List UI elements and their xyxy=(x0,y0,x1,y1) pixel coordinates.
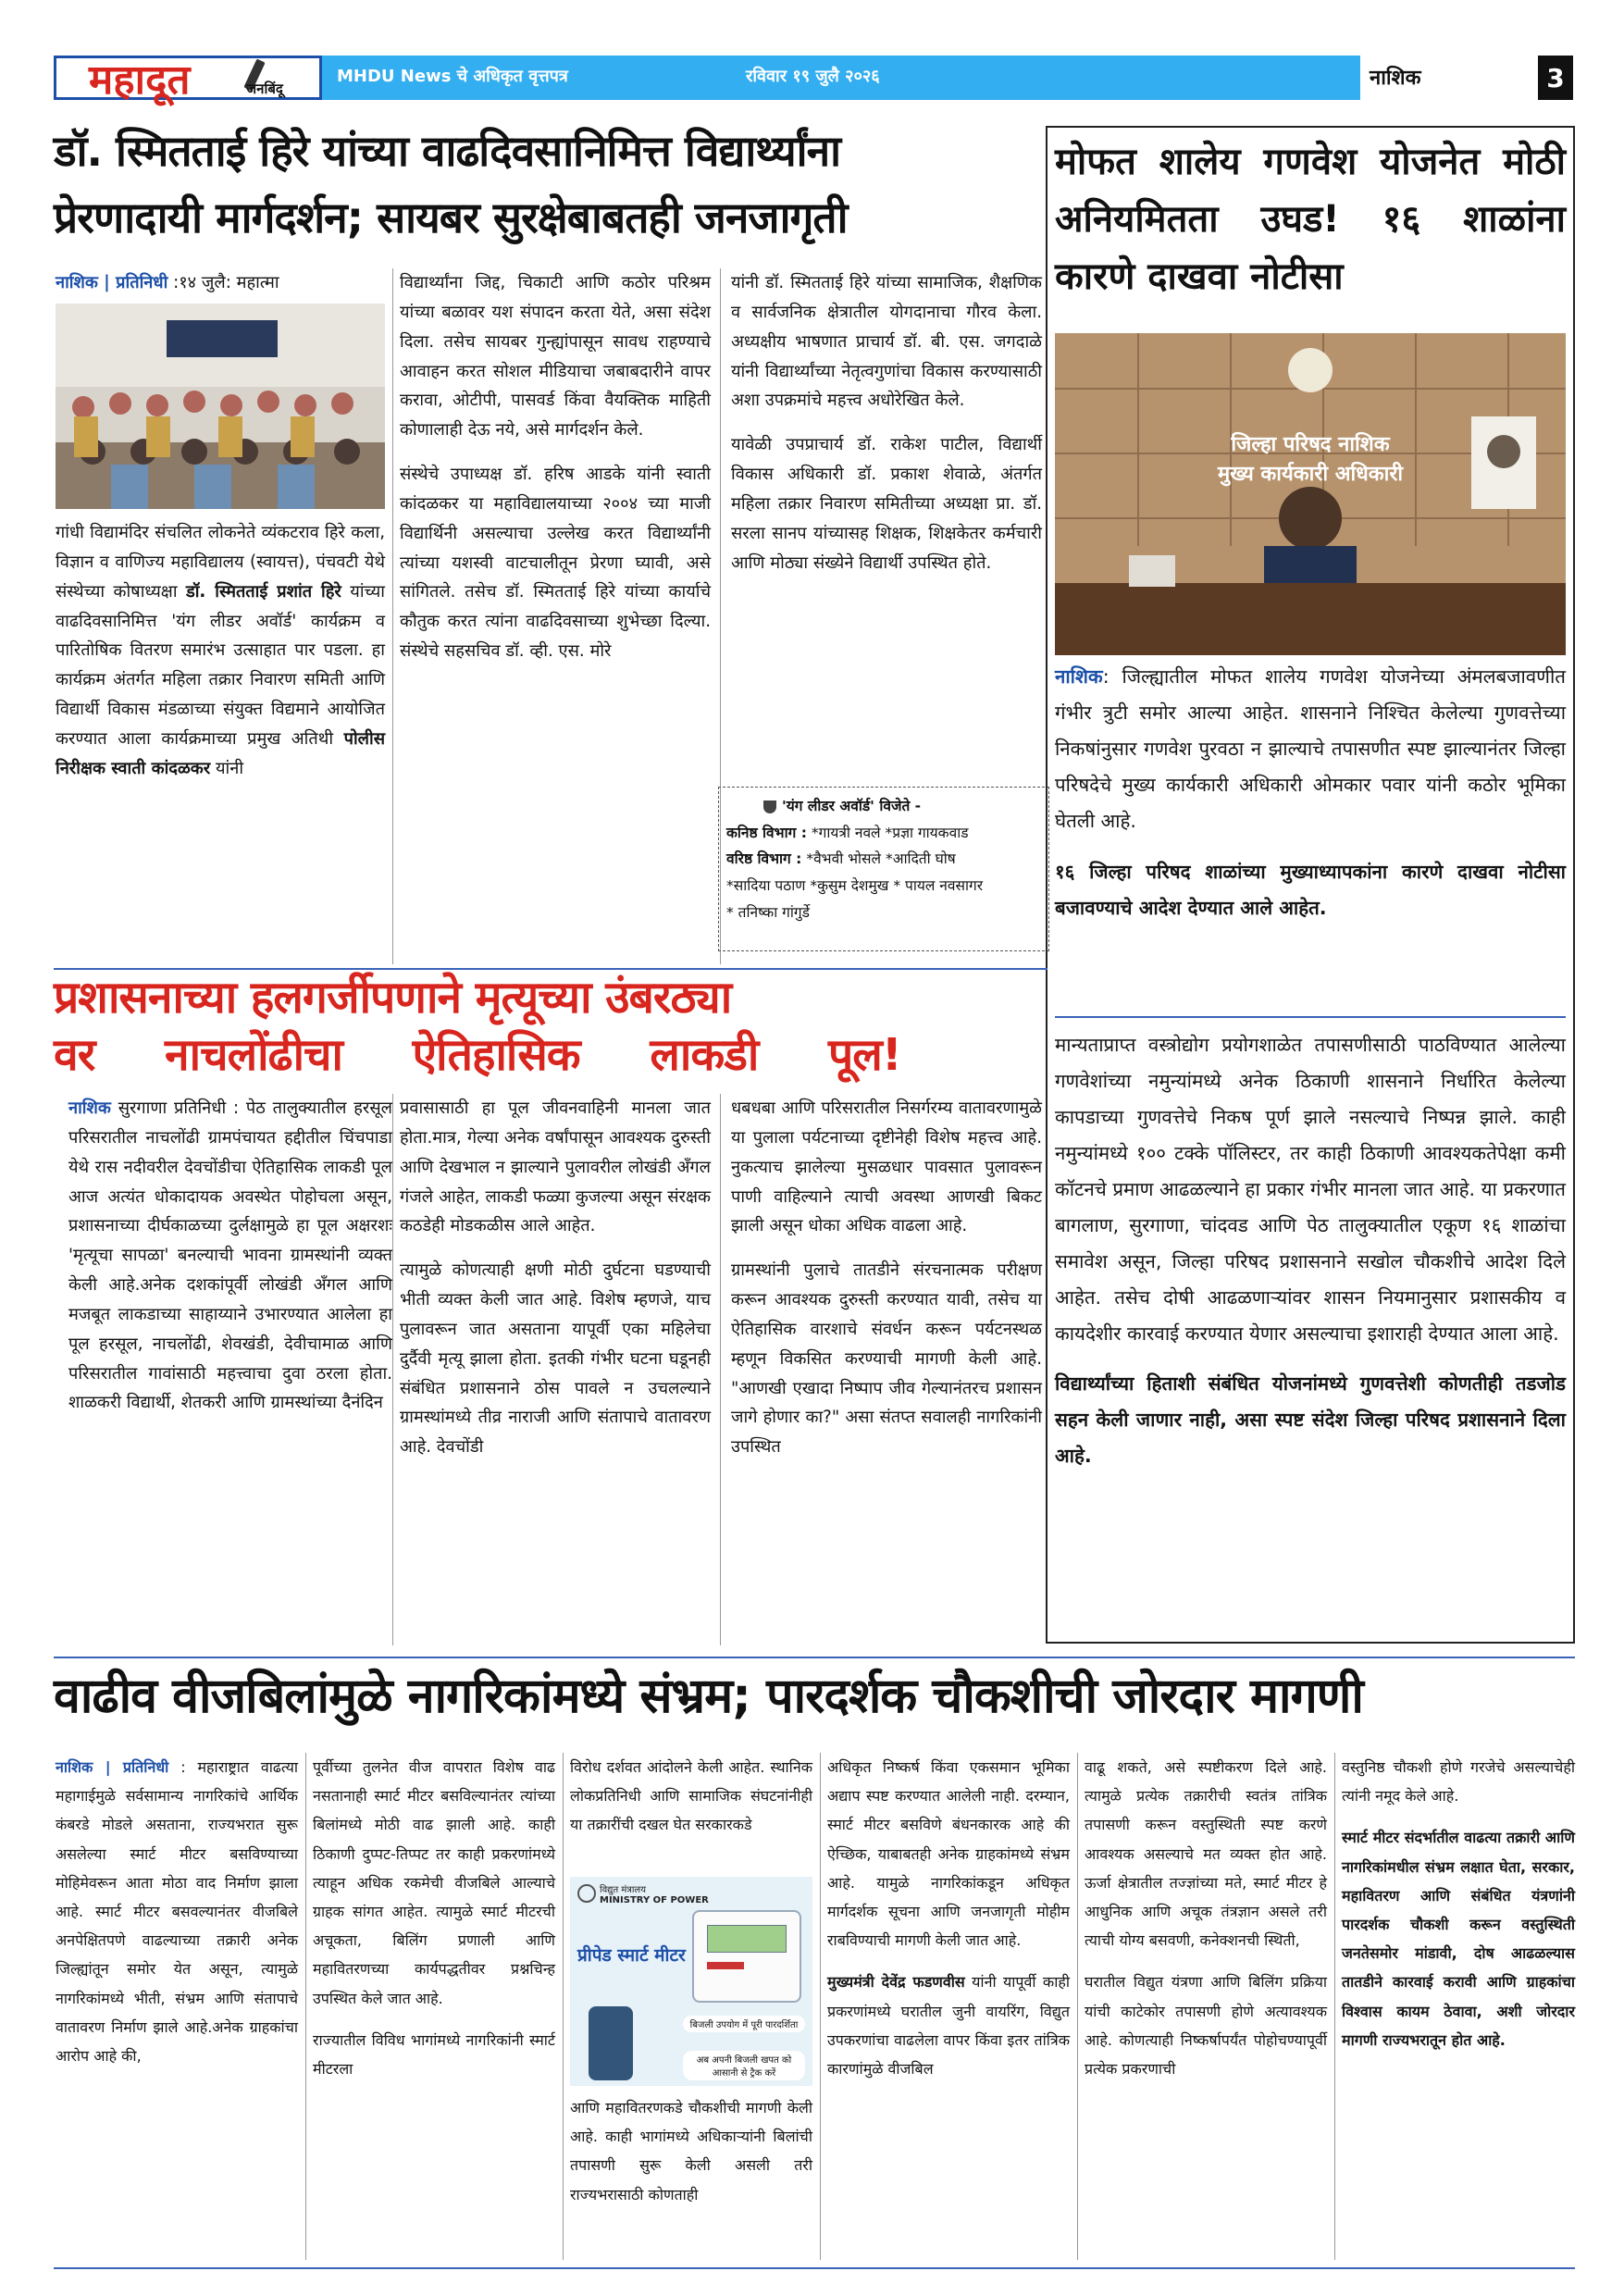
article1-col3 xyxy=(731,268,1042,577)
blue-rule xyxy=(1055,1016,1566,1018)
article3-col2 xyxy=(400,1094,711,1462)
blue-rule xyxy=(54,968,1048,970)
article2-para1: नाशिक: जिल्ह्यातील मोफत शालेय गणवेश योजनेच्या अंमलबजावणीत गंभीर त्रुटी समोर आल्या आहेत. शासनाने निश्चित केलेल्या गुणवत्तेच्या निकषांनुसार गणवेश पुरवठा न झाल्याचे तपासणीत स्पष्ट झाल्यानंतर जिल्हा परिषदेचे मुख्य कार्यकारी अधिकारी ओमकार पवार यांनी कठोर भूमिका घेतली आहे. xyxy=(1055,665,1566,832)
article4-col4-para1: अधिकृत निष्कर्ष किंवा एकसमान भूमिका अद्याप स्पष्ट करण्यात आलेली नाही. दरम्यान, स्मार्ट मीटर बसविणे बंधनकारक आहे की ऐच्छिक, याबाबतही अनेक ग्राहकांमध्ये संभ्रम आहे. यामुळे नागरिकांकडून अधिकृत मार्गदर्शक सूचना आणि जनजागृती मोहीम राबविण्याची मागणी केली जात आहे. xyxy=(827,1758,1070,1950)
article4-col1: नाशिक | प्रतिनिधी : महाराष्ट्रात वाढत्या महागाईमुळे सर्वसामान्य नागरिकांचे आर्थिक कंबरडे मोडले असताना, राज्यभरात सुरू असलेल्या स्मार्ट मीटर बसविण्याच्या मोहिमेवरून आता मोठा वाद निर्माण झाला आहे. स्मार्ट मीटर बसवल्यानंतर वीजबिले अनपेक्षितपणे वाढल्याच्या तक्रारी अनेक जिल्ह्यांतून समोर येत असून, त्यामुळे नागरिकांमध्ये भीती, संभ्रम आणि संतापाचे वातावरण निर्माण झाले आहे.अनेक ग्राहकांचा आरोप आहे की, xyxy=(56,1758,298,2065)
article3-col3-para1: धबधबा आणि परिसरातील निसर्गरम्य वातावरणामुळे या पुलाला पर्यटनाच्या दृष्टीनेही विशेष महत्त्व आहे. नुकत्याच झालेल्या मुसळधार पावसात पुलावरून पाणी वाहिल्याने त्याची अवस्था आणखी बिकट झाली असून धोका अधिक वाढला आहे. xyxy=(731,1098,1042,1236)
dateline: नाशिक | प्रतिनिधी xyxy=(56,1758,169,1776)
ad-ministry-hi: विद्युत मंत्रालय xyxy=(600,1885,646,1895)
column-divider xyxy=(392,268,393,964)
dateline: नाशिक xyxy=(1055,665,1103,688)
footer-rule xyxy=(54,2267,1575,2269)
article4-headline: वाढीव वीजबिलांमुळे नागरिकांमध्ये संभ्रम; पारदर्शक चौकशीची जोरदार मागणी xyxy=(54,1669,1363,1724)
photo-caption-1: जिल्हा परिषद नाशिक xyxy=(1231,433,1390,456)
article3-col2-para2: त्यामुळे कोणत्याही क्षणी मोठी दुर्घटना घडण्याची भीती व्यक्त केली जात आहे. विशेष म्हणजे, याच पुलावरून जात असताना यापूर्वी एका महिलेचा दुर्दैवी मृत्यू झाला होता. इतकी गंभीर घटना घडूनही संबंधित प्रशासनाने ठोस पावले न उचलल्याने ग्रामस्थांमध्ये तीव्र नाराजी आणि संतापाचे वातावरण आहे. देवचोंडी xyxy=(400,1260,711,1458)
article4-col3-para1: विरोध दर्शवत आंदोलने केली आहेत. स्थानिक लोकप्रतिनिधी आणि सामाजिक संघटनांनीही या तक्रारींची दखल घेत सरकारकडे xyxy=(570,1758,812,1834)
article1-col1-bold2: पोलीस निरीक्षक स्वाती कांदळकर xyxy=(56,728,385,778)
article4-col6-para1: वस्तुनिष्ठ चौकशी होणे गरजेचे असल्याचेही त्यांनी नमूद केले आहे. xyxy=(1342,1758,1575,1806)
article2-headline: मोफत शालेय गणवेश योजनेत मोठी अनियमितता उघड! १६ शाळांना कारणे दाखवा नोटीसा xyxy=(1055,141,1566,298)
article4-col3-b xyxy=(570,2093,812,2209)
article1-headline-line1: डॉ. स्मितताई हिरे यांच्या वाढदिवसानिमित्त विद्यार्थ्यांना xyxy=(54,126,841,176)
article4-col4-para2: मुख्यमंत्री देवेंद्र फडणवीस यांनी यापूर्वी काही प्रकरणांमध्ये घरातील जुनी वायरिंग, विद्युत उपकरणांचा वाढलेला वापर किंवा इतर तांत्रिक कारणांमुळे वीजबिल xyxy=(827,1973,1071,2078)
article1-headline-line2: प्रेरणादायी मार्गदर्शन; सायबर सुरक्षेबाबतही जनजागृती xyxy=(54,192,848,242)
article1-col2-para1: विद्यार्थ्यांना जिद्द, चिकाटी आणि कठोर परिश्रम यांच्या बळावर यश संपादन करता येते, असा संदेश दिला. तसेच सायबर गुन्ह्यांपासून सावध राहण्याचे आवाहन करत सोशल मीडियाचा जबाबदारीने वापर करावा, ओटीपी, पासवर्ड किंवा वैयक्तिक माहिती कोणालाही देऊ नये, असे मार्गदर्शन केले. xyxy=(400,273,711,441)
column-divider xyxy=(563,1753,564,2260)
photo-caption-2: मुख्य कार्यकारी अधिकारी xyxy=(1217,463,1404,486)
article1-col1-body3: यांनी xyxy=(215,758,244,778)
article4-col4 xyxy=(827,1753,1070,2083)
phone-icon xyxy=(589,2006,633,2080)
date: रविवार १९ जुलै २०२६ xyxy=(746,67,880,86)
city: नाशिक xyxy=(1370,67,1421,90)
tagline: MHDU News चे अधिकृत वृत्तपत्र xyxy=(337,67,568,86)
ministry-logo-icon xyxy=(577,1884,596,1903)
article1-col1 xyxy=(56,518,385,784)
article3-headline-line2: वर नाचलोंढीचा ऐतिहासिक लाकडी पूल! xyxy=(54,1029,901,1081)
article3-col3 xyxy=(731,1094,1042,1462)
official-photo-image xyxy=(1055,333,1566,655)
article1-dateline xyxy=(56,268,370,298)
article2-photo xyxy=(1055,333,1566,655)
ad-ministry: MINISTRY OF POWER xyxy=(600,1895,709,1905)
article1-col3-para1: यांनी डॉ. स्मितताई हिरे यांच्या सामाजिक, शैक्षणिक व सार्वजनिक क्षेत्रातील योगदानाचा गौरव केला. अध्यक्षीय भाषणात प्राचार्य डॉ. बी. एस. जगदाळे यांनी विद्यार्थ्यांच्या नेतृत्वगुणांचा विकास करण्यासाठी अशा उपक्रमांचे महत्त्व अधोरेखित केले. xyxy=(731,273,1042,411)
article1-col1-body: गांधी विद्यामंदिर संचलित लोकनेते व्यंकटराव हिरे कला, विज्ञान व वाणिज्य महाविद्यालय (स्वायत्त), पंचवटी येथे संस्थेच्या कोषाध्यक्षा xyxy=(56,523,385,602)
article4-col5 xyxy=(1085,1753,1327,2083)
article1-col1-bold1: डॉ. स्मितताई प्रशांत हिरे xyxy=(185,581,341,602)
ad-title: प्रीपेड स्मार्ट मीटर xyxy=(577,1945,686,1966)
article3-col3-para2: ग्रामस्थांनी पुलाचे तातडीने संरचनात्मक परीक्षण करून आवश्यक दुरुस्ती करण्यात यावी, तसेच या ऐतिहासिक वारशाचे संवर्धन करून पर्यटनस्थळ म्हणून विकसित करण्याची मागणी केली आहे. "आणखी एखादा निष्पाप जीव गेल्यानंतरच प्रशासन जागे होणार का?" असा संतप्त सवालही नागरिकांनी उपस्थित xyxy=(731,1260,1042,1458)
article4-col2 xyxy=(313,1753,555,2083)
page-number: 3 xyxy=(1538,56,1573,100)
smart-meter-ad xyxy=(570,1877,812,2086)
article3-col1: नाशिक सुरगाणा प्रतिनिधी : पेठ तालुक्यातील हरसूल परिसरातील नाचलोंढी ग्रामपंचायत हद्दीतील चिंचपाडा येथे रास नदीवरील देवचोंडीचा ऐतिहासिक लाकडी पूल आज अत्यंत धोकादायक अवस्थेत पोहोचला असून, प्रशासनाच्या दीर्घकाळच्या दुर्लक्षामुळे हा पूल अक्षरशः 'मृत्यूचा सापळा' बनल्याची भावना ग्रामस्थांनी व्यक्त केली आहे.अनेक दशकांपूर्वी लोखंडी अँगल आणि मजबूत लाकडाच्या साहाय्याने उभारण्यात आलेला हा पूल हरसूल, नाचलोंढी, शेवखंडी, देवीचामाळ आणि परिसरातील गावांसाठी महत्त्वाचा दुवा ठरला होता. शाळकरी विद्यार्थी, शेतकरी आणि ग्रामस्थांच्या दैनंदिन xyxy=(68,1098,392,1413)
column-divider xyxy=(392,1094,393,1645)
article1-col2 xyxy=(400,268,711,666)
winners-title: 'यंग लीडर अवॉर्ड' विजेते - xyxy=(726,793,1041,820)
article4-col6 xyxy=(1342,1753,1575,2054)
winners-box xyxy=(718,787,1049,951)
article2-body-2 xyxy=(1055,1027,1566,1474)
article4-col5-para1: वाढू शकते, असे स्पष्टीकरण दिले आहे. त्यामुळे प्रत्येक तक्रारीची स्वतंत्र तांत्रिक तपासणी करून वस्तुस्थिती स्पष्ट करणे आवश्यक असल्याचे मत व्यक्त होत आहे. ऊर्जा क्षेत्रातील तज्ज्ञांच्या मते, स्मार्ट मीटर हे आधुनिक आणि अचूक तंत्रज्ञान असले तरी त्याची योग्य बसवणी, कनेक्शनची स्थिती, xyxy=(1085,1758,1327,1950)
winners-senior-3: * तनिष्का गांगुर्डे xyxy=(726,903,810,921)
column-divider xyxy=(305,1753,306,2260)
dateline: नाशिक | प्रतिनिधी xyxy=(56,273,168,292)
article1-photo xyxy=(56,304,385,509)
winners-senior: वरिष्ठ विभाग : *वैभवी भोसले *आदिती घोष xyxy=(726,850,956,868)
article4-col5-para2: घरातील विद्युत यंत्रणा आणि बिलिंग प्रक्रिया यांची काटेकोर तपासणी होणे अत्यावश्यक आहे. कोणत्याही निष्कर्षापर्यंत पोहोचण्यापूर्वी प्रत्येक प्रकरणाची xyxy=(1085,1973,1327,2078)
winners-senior-2: *सादिया पठाण *कुसुम देशमुख * पायल नवसागर xyxy=(726,877,984,895)
article1-col1-top: :१४ जुलै: महात्मा xyxy=(173,273,279,292)
logo-sub: जनबिंदू xyxy=(246,81,283,97)
meter-device-icon xyxy=(692,1910,801,2003)
article2-para2: मान्यताप्राप्त वस्त्रोद्योग प्रयोगशाळेत तपासणीसाठी पाठविण्यात आलेल्या गणवेशांच्या नमुन्यांमध्ये अनेक ठिकाणी शासनाने निर्धारित केलेल्या कापडाच्या गुणवत्तेचे निकष पूर्ण झाले नसल्याचे निष्पन्न झाले. काही नमुन्यांमध्ये १०० टक्के पॉलिस्टर, तर काही ठिकाणी आवश्यकतेपेक्षा कमी कॉटनचे प्रमाण आढळल्याने हा प्रकार गंभीर मानला जात आहे. या प्रकरणात बागलाण, सुरगाणा, चांदवड आणि पेठ तालुक्यातील एकूण १६ शाळांचा समावेश असून, जिल्हा परिषद प्रशासनाने सखोल चौकशीचे आदेश दिले आहेत. तसेच दोषी आढळणाऱ्यांवर शासन नियमानुसार प्रशासकीय व कायदेशीर कारवाई करण्यात येणार असल्याचा इशाराही देण्यात आला आहे. xyxy=(1055,1034,1566,1345)
article4-col3-para2: आणि महावितरणकडे चौकशीची मागणी केली आहे. काही भागांमध्ये अधिकाऱ्यांनी बिलांची तपासणी सुरू केली असली तरी राज्यभरासाठी कोणताही xyxy=(570,2099,812,2203)
article1-col2-para2: संस्थेचे उपाध्यक्ष डॉ. हरिष आडके यांनी स्वाती कांदळकर या महाविद्यालयाच्या २००४ च्या माजी विद्यार्थिनी असल्याचा उल्लेख करत विद्यार्थ्यांनी त्यांच्या यशस्वी वाटचालीतून प्रेरणा घ्यावी, असे सांगितले. तसेच डॉ. स्मितताई हिरे यांच्या कार्याचे कौतुक करत त्यांना वाढदिवसाच्या शुभेच्छा दिल्या. संस्थेचे सहसचिव डॉ. व्ही. एस. मोरे xyxy=(400,465,711,662)
article4-col2-para2: राज्यातील विविध भागांमध्ये नागरिकांनी स्मार्ट मीटरला xyxy=(313,2030,555,2078)
article2-bold2: विद्यार्थ्यांच्या हिताशी संबंधित योजनांमध्ये गुणवत्तेशी कोणतीही तडजोड सहन केली जाणार नाही, असा स्पष्ट संदेश जिल्हा परिषद प्रशासनाने दिला आहे. xyxy=(1055,1372,1566,1468)
column-divider xyxy=(1334,1753,1335,2260)
masthead xyxy=(54,56,1573,102)
trophy-icon xyxy=(763,800,776,813)
article2-bold1: १६ जिल्हा परिषद शाळांच्या मुख्याध्यापकांना कारणे दाखवा नोटीसा बजावण्याचे आदेश देण्यात आले आहेत. xyxy=(1055,860,1566,919)
article4-col6-para2: स्मार्ट मीटर संदर्भातील वाढत्या तक्रारी आणि नागरिकांमधील संभ्रम लक्षात घेता, सरकार, महावितरण आणि संबंधित यंत्रणांनी पारदर्शक चौकशी करून वस्तुस्थिती जनतेसमोर मांडावी, दोष आढळल्यास तातडीने कारवाई करावी आणि ग्राहकांचा विश्वास कायम ठेवावा, अशी जोरदार मागणी राज्यभरातून होत आहे. xyxy=(1342,1829,1575,2049)
column-divider xyxy=(820,1753,821,2260)
article1-col3-para2: यावेळी उपप्राचार्य डॉ. राकेश पाटील, विद्यार्थी विकास अधिकारी डॉ. प्रकाश शेवाळे, अंतर्गत महिला तक्रार निवारण समितीच्या अध्यक्षा प्रा. डॉ. सरला सानप यांच्यासह शिक्षक, शिक्षकेतर कर्मचारी आणि मोठ्या संख्येने विद्यार्थी उपस्थित होते. xyxy=(731,435,1042,573)
column-divider xyxy=(720,1094,721,1645)
article2-body xyxy=(1055,659,1566,926)
article3-col2-para1: प्रवासासाठी हा पूल जीवनवाहिनी मानला जात होता.मात्र, गेल्या अनेक वर्षांपासून आवश्यक दुरुस्ती आणि देखभाल न झाल्याने पुलावरील लोखंडी अँगल गंजले आहेत, लाकडी फळ्या कुजल्या असून संरक्षक कठडेही मोडकळीस आले आहेत. xyxy=(400,1098,711,1236)
article4-col3 xyxy=(570,1753,812,1840)
winners-junior: कनिष्ठ विभाग : *गायत्री नवले *प्रज्ञा गायकवाड xyxy=(726,824,969,841)
article4-col2-para1: पूर्वीच्या तुलनेत वीज वापरात विशेष वाढ नसतानाही स्मार्ट मीटर बसविल्यानंतर त्यांच्या बिलांमध्ये मोठी वाढ झाली आहे. काही ठिकाणी दुप्पट-तिप्पट तर काही प्रकरणांमध्ये त्याहून अधिक रकमेची वीजबिले आल्याचे ग्राहक सांगत आहेत. त्यामुळे स्मार्ट मीटरची अचूकता, बिलिंग प्रणाली आणि महावितरणच्या कार्यपद्धतीवर प्रश्नचिन्ह उपस्थित केले जात आहे. xyxy=(313,1758,555,2007)
article3-headline-line1: प्रशासनाच्या हलगर्जीपणाने मृत्यूच्या उंबरठ्या xyxy=(54,972,732,1024)
ad-line1: बिजली उपयोग में पूरी पारदर्शिता xyxy=(683,2016,805,2032)
dateline: नाशिक xyxy=(68,1098,111,1118)
group-photo-image xyxy=(56,304,385,509)
ad-line2: अब अपनी बिजली खपत को आसानी से ट्रैक करें xyxy=(683,2051,805,2080)
article1-col1-body2: यांच्या वाढदिवसानिमित्त 'यंग लीडर अवॉर्ड' कार्यक्रम व पारितोषिक वितरण समारंभ उत्साहात पार पडला. हा कार्यक्रम अंतर्गत महिला तक्रार निवारण समिती आणि विद्यार्थी विकास मंडळाच्या संयुक्त विद्यमाने आयोजित करण्यात आला कार्यक्रमाच्या प्रमुख अतिथी xyxy=(56,581,385,749)
logo: महादूत xyxy=(89,56,191,104)
column-divider xyxy=(1077,1753,1078,2260)
blue-rule xyxy=(54,1657,1575,1658)
